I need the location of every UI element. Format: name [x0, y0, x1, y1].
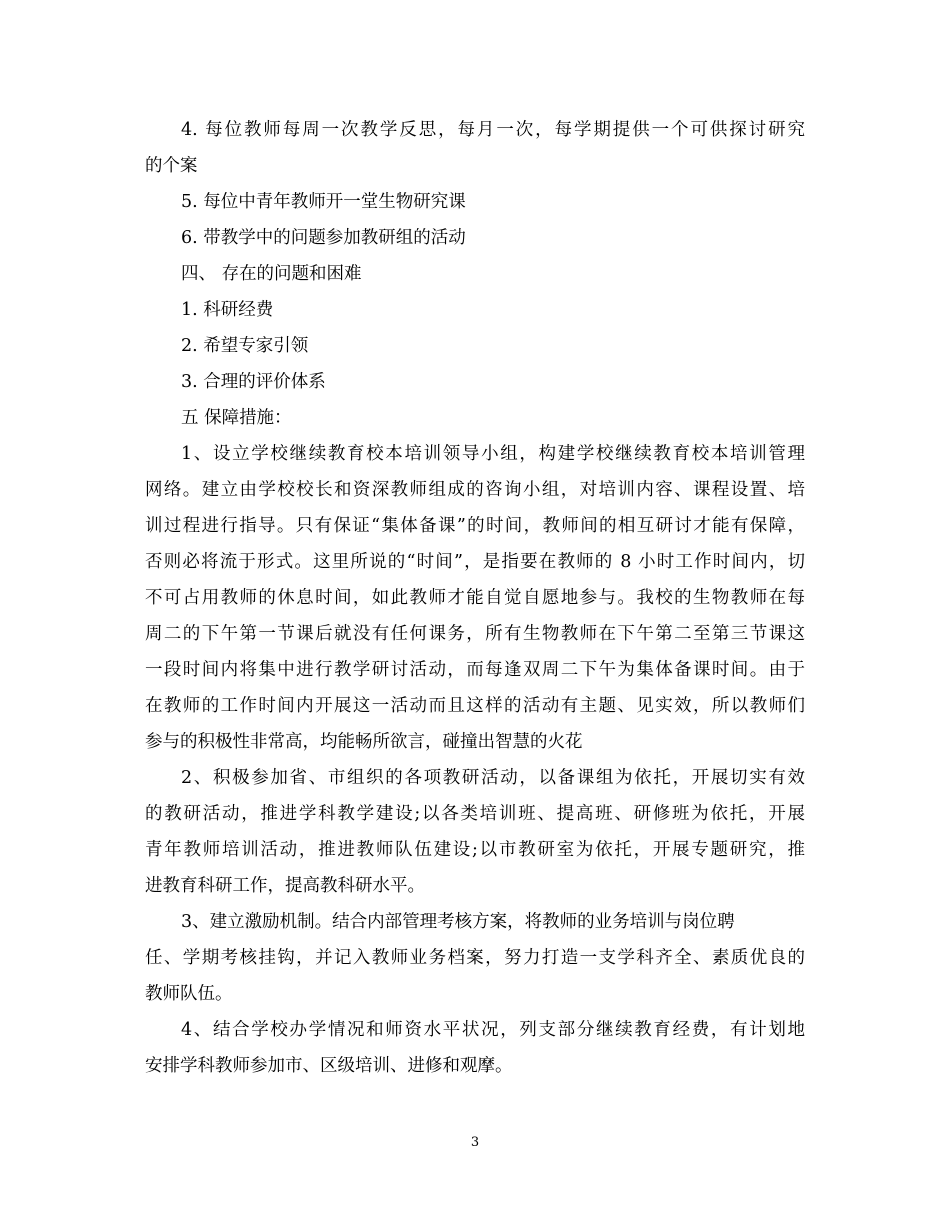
paragraph-line: 一段时间内将集中进行教学研讨活动，而每逢双周二下午为集体备课时间。由于 — [145, 660, 805, 680]
section-heading-problems: 四、 存在的问题和困难 — [181, 264, 362, 284]
paragraph-line: 教师队伍。 — [145, 984, 233, 1004]
paragraph-line: 进教育科研工作，提高教科研水平。 — [145, 876, 425, 896]
list-item-6: 6. 带教学中的问题参加教研组的活动 — [181, 228, 466, 248]
paragraph-line: 任、学期考核挂钩，并记入教师业务档案，努力打造一支学科齐全、素质优良的 — [145, 948, 805, 968]
list-item-4: 4. 每位教师每周一次教学反思，每月一次，每学期提供一个可供探讨研究 — [181, 120, 805, 140]
paragraph-line: 4、结合学校办学情况和师资水平状况，列支部分继续教育经费，有计划地 — [181, 1020, 805, 1040]
document-body — [145, 112, 805, 1084]
paragraph-line: 参与的积极性非常高，均能畅所欲言，碰撞出智慧的火花 — [145, 732, 583, 752]
paragraph-line: 在教师的工作时间内开展这一活动而且这样的活动有主题、见实效，所以教师们 — [145, 696, 805, 716]
paragraph-line: 2、积极参加省、市组织的各项教研活动，以备课组为依托，开展切实有效 — [181, 768, 805, 788]
list-item-5: 5. 每位中青年教师开一堂生物研究课 — [181, 192, 466, 212]
paragraph-line: 不可占用教师的休息时间，如此教师才能自觉自愿地参与。我校的生物教师在每 — [145, 588, 805, 608]
section-heading-measures: 五 保障措施： — [181, 408, 292, 428]
paragraph-line: 网络。建立由学校校长和资深教师组成的咨询小组，对培训内容、课程设置、培 — [145, 480, 805, 500]
paragraph-line: 否则必将流于形式。这里所说的“时间”，是指要在教师的 8 小时工作时间内，切 — [145, 552, 805, 572]
paragraph-line: 1、设立学校继续教育校本培训领导小组，构建学校继续教育校本培训管理 — [181, 444, 805, 464]
list-item-4-continued: 的个案 — [145, 156, 198, 176]
paragraph-line: 的教研活动，推进学科教学建设;以各类培训班、提高班、研修班为依托，开展 — [145, 804, 805, 824]
page-number: 3 — [470, 1135, 480, 1150]
paragraph-line: 3、建立激励机制。结合内部管理考核方案，将教师的业务培训与岗位聘 — [181, 912, 735, 932]
paragraph-line: 训过程进行指导。只有保证“集体备课”的时间，教师间的相互研讨才能有保障， — [145, 516, 805, 536]
paragraph-line: 安排学科教师参加市、区级培训、进修和观摩。 — [145, 1056, 513, 1076]
problem-item-2: 2. 希望专家引领 — [181, 336, 309, 356]
problem-item-1: 1. 科研经费 — [181, 300, 274, 320]
paragraph-line: 青年教师培训活动，推进教师队伍建设;以市教研室为依托，开展专题研究，推 — [145, 840, 805, 860]
paragraph-line: 周二的下午第一节课后就没有任何课务，所有生物教师在下午第二至第三节课这 — [145, 624, 805, 644]
problem-item-3: 3. 合理的评价体系 — [181, 372, 326, 392]
